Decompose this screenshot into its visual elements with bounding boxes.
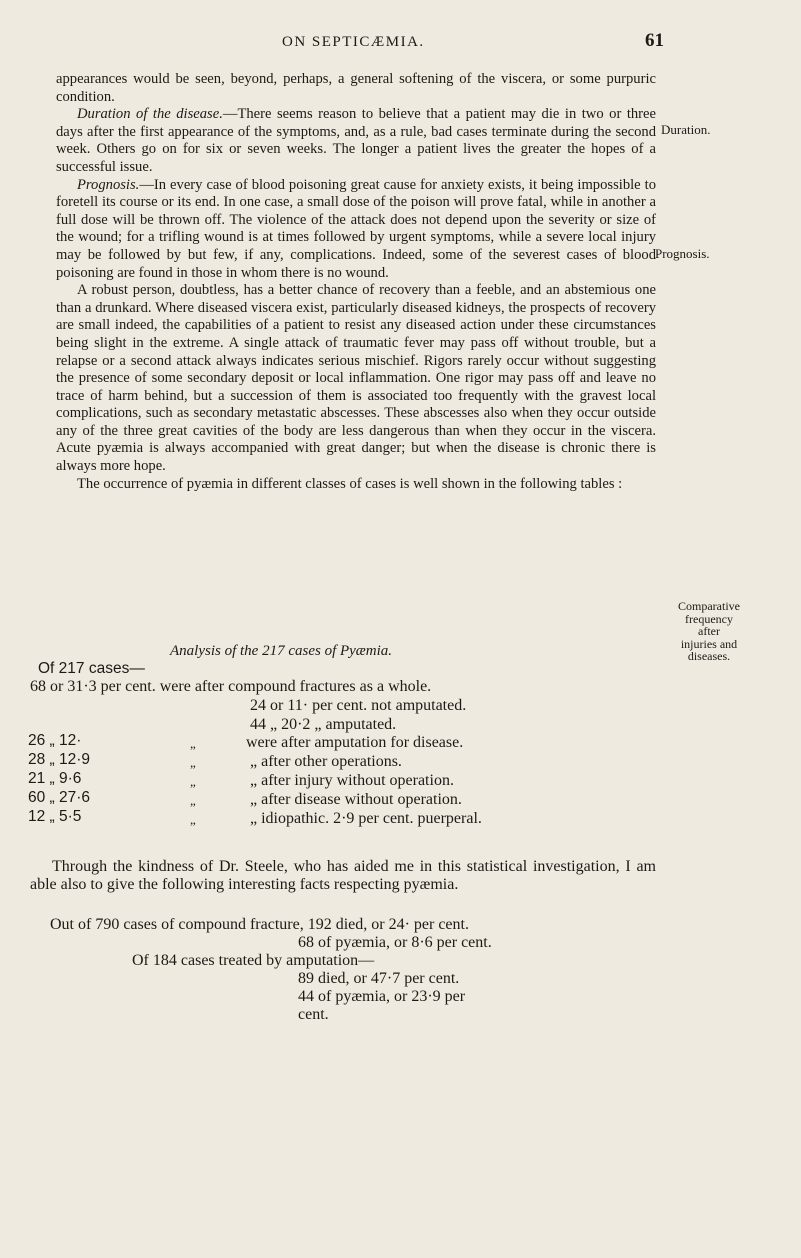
margin-note-line: after (698, 624, 720, 638)
margin-note-line: diseases. (687, 649, 731, 663)
prognosis-text: —In every case of blood poisoning great cause for anxiety exists, it being impossible to foretell its course or its end. In one case, a small dose of the poison will prove fatal, while in another a full dose will be thrown off. The violence of the attack does not depend upon the severity or size of the wound; for a trifling wound is at times followed by urgent symptoms, while a severe local injury may be followed by but few, if any, complications. Indeed, some of the severest cases of blood poisoning are found in those in whom there is no wound. (56, 176, 656, 281)
table-cell-description: „ idiopathic. 2·9 per cent. puerperal. (250, 810, 482, 827)
stat-compound-pyaemia: 68 of pyæmia, or 8·6 per cent. (298, 934, 492, 951)
running-title: ON SEPTICÆMIA. (282, 34, 425, 50)
prognosis-heading: Prognosis. (77, 176, 140, 193)
closing-paragraph (30, 858, 656, 894)
stat-amputation-pyaemia: 44 of pyæmia, or 23·9 per (298, 988, 466, 1005)
page-number: 61 (645, 30, 664, 51)
table-cell-description: „ after injury without operation. (250, 772, 454, 789)
paragraph-robust: A robust person, doubtless, has a better chance of recovery than a feeble, and an abstemious one than a drunkard. Where diseased viscera exist, particularly diseased kidneys, the prospects of recovery are small indeed, the capabilities of a patient to resist any diseased action under these circumstances being slight in the extreme. A single attack of traumatic fever may pass off without trouble, but a relapse or a second attack always indicates serious mischief. Rigors rarely occur without suggesting the presence of some secondary deposit or local inflammation. One rigor may pass off and leave no trace of harm behind, but a succession of them is associated too frequently with the gravest local complications, such as secondary metastatic abscesses. These abscesses also when they occur outside any of the three great cavities of the body are less dangerous than when they occur in the viscera. Acute pyæmia is always accompanied with great danger; but when the disease is chronic there is always more hope. (56, 282, 656, 475)
margin-note-line: injuries and (680, 636, 738, 651)
table-cell-description: were after amputation for disease. (246, 734, 464, 751)
stat-compound-fracture: Out of 790 cases of compound fracture, 192 died, or 24· per cent. (50, 916, 469, 933)
margin-note-duration: Duration. (661, 122, 711, 137)
paragraph-viscera: appearances would be seen, beyond, perhaps, a general softening of the viscera, or some purpuric condition. (56, 71, 656, 105)
margin-note-line: frequency (685, 611, 733, 626)
body-text (56, 71, 656, 493)
stat-amputation-pyaemia-cont: cent. (298, 1006, 329, 1023)
table-cell-description: „ after disease without operation. (250, 791, 462, 808)
margin-notes (655, 0, 801, 1258)
margin-note-line: Comparative (678, 599, 740, 613)
ditto-mark: „ (190, 793, 196, 808)
table-cell-description: „ after other operations. (250, 753, 402, 770)
ditto-mark: „ (190, 736, 196, 751)
table-row-compound: 68 or 31·3 per cent. were after compound fractures as a whole. (30, 678, 432, 695)
table-row-amputated: 44 „ 20·2 „ amputated. (250, 716, 397, 733)
ditto-mark: „ (190, 812, 196, 827)
duration-heading: Duration of the disease. (77, 106, 223, 123)
stat-amputation: Of 184 cases treated by amputation— (132, 952, 375, 969)
ditto-mark: „ (190, 755, 196, 770)
ditto-mark: „ (190, 774, 196, 789)
paragraph-duration (56, 106, 656, 176)
paragraph-occurrence: The occurrence of pyæmia in different classes of cases is well shown in the following tables : (77, 475, 623, 492)
paragraph-prognosis (56, 177, 656, 283)
table-row-not-amputated: 24 or 11· per cent. not amputated. (250, 697, 467, 714)
duration-text: —There seems reason to believe that a patient may die in two or three days after the first appearance of the symptoms, and, as a rule, bad cases terminate during the second week. Others go on for six or seven weeks. The longer a patient lives the greater the hopes of a successful issue. (56, 106, 656, 175)
margin-note-prognosis: Prognosis. (655, 246, 710, 261)
table-cell-count: 12 „ 5·5 (28, 808, 82, 825)
table-cell-count: 21 „ 9·6 (28, 770, 82, 787)
table-cell-count: 26 „ 12· (28, 732, 82, 749)
stat-amputation-died: 89 died, or 47·7 per cent. (298, 970, 460, 987)
table-cell-count: 60 „ 27·6 (28, 789, 91, 806)
margin-note-comparative (659, 600, 759, 663)
paragraph-steele: Through the kindness of Dr. Steele, who has aided me in this statistical investigation, I am able also to give the following interesting facts respecting pyæmia. (30, 858, 656, 893)
table-cell-count: 28 „ 12·9 (28, 751, 91, 768)
table-title: Analysis of the 217 cases of Pyæmia. (170, 643, 393, 659)
table-of-label: Of 217 cases— (38, 660, 145, 677)
